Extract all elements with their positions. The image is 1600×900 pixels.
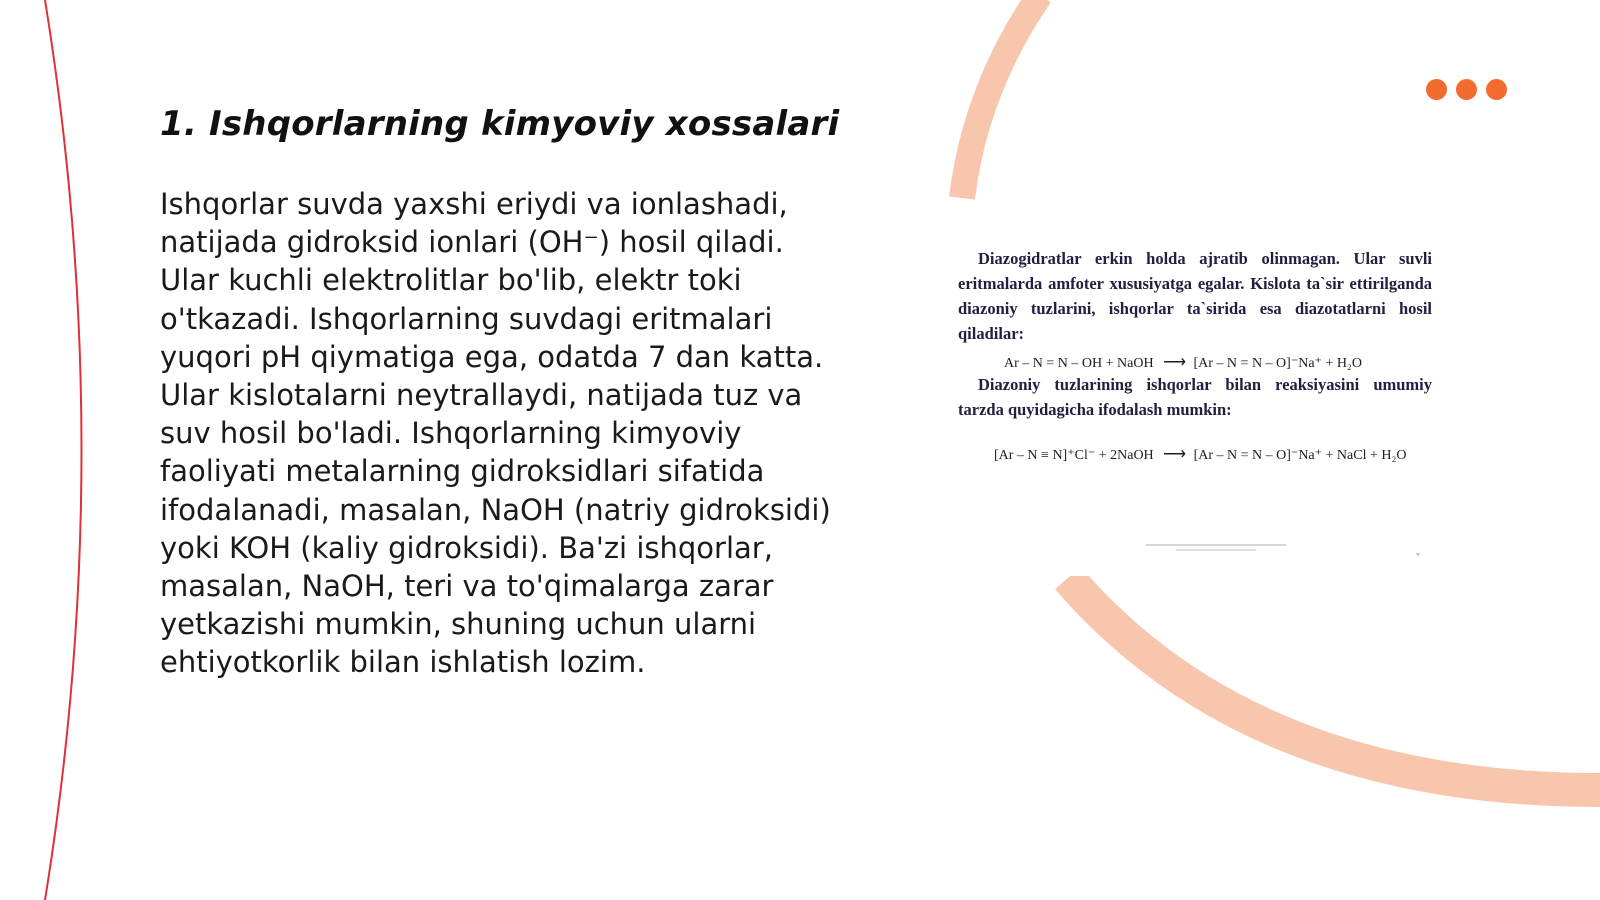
- faint-page-footer: [1136, 544, 1296, 551]
- bottom-peach-arc: [1068, 578, 1600, 790]
- reaction-arrow-icon: ⟶: [1163, 446, 1185, 463]
- dot-2: [1456, 79, 1477, 100]
- dot-1: [1426, 79, 1447, 100]
- excerpt-paragraph-2: Diazoniy tuzlarining ishqorlar bilan reaksiyasini umumiy tarzda quyidagicha ifodalash mumkin:: [958, 375, 1432, 419]
- equation-2: [994, 444, 1440, 464]
- faint-page-mark: ▾: [1416, 550, 1421, 559]
- equation-1-right: [Ar – N = N – O]⁻Na⁺ + H₂O: [1193, 356, 1362, 371]
- dot-3: [1486, 79, 1507, 100]
- textbook-excerpt-image: [950, 246, 1440, 576]
- left-red-curve: [45, 0, 82, 900]
- top-peach-arc: [962, 0, 1040, 198]
- equation-2-right: [Ar – N = N – O]⁻Na⁺ + NaCl + H₂O: [1193, 448, 1407, 463]
- equation-1: [1004, 352, 1440, 372]
- slide-body-text: Ishqorlar suvda yaxshi eriydi va ionlashadi, natijada gidroksid ionlari (OH⁻) hosil qiladi. Ular kuchli elektrolitlar bo'lib, elektr toki o'tkazadi. Ishqorlarning suvdagi eritmalari yuqori pH qiymatiga ega, odatda 7 dan katta. Ular kislotalarni neytrallaydi, natijada tuz va suv hosil bo'ladi. Ishqorlarning kimyoviy faoliyati metalarning gidroksidlari sifatida ifodalanadi, masalan, NaOH (natriy gidroksidi) yoki KOH (kaliy gidroksidi). Ba'zi ishqorlar, masalan, NaOH, teri va to'qimalarga zarar yetkazishi mumkin, shuning uchun ularni ehtiyotkorlik bilan ishlatish lozim.: [160, 187, 831, 680]
- equation-1-left: Ar – N = N – OH + NaOH: [1004, 356, 1154, 371]
- reaction-arrow-icon: ⟶: [1163, 354, 1184, 371]
- slide-title: 1. Ishqorlarning kimyoviy xossalari: [160, 104, 840, 144]
- excerpt-paragraph-1: Diazogidratlar erkin holda ajratib olinmagan. Ular suvli eritmalarda amfoter xususiyatga egalar. Kislota ta`sir ettirilganda diazoniy tuzlarini, ishqorlar ta`sirida esa diazotatlarni hosil qiladilar:: [958, 249, 1432, 343]
- three-dots-icon: [1426, 79, 1507, 101]
- equation-2-left: [Ar – N ≡ N]⁺Cl⁻ + 2NaOH: [994, 448, 1154, 463]
